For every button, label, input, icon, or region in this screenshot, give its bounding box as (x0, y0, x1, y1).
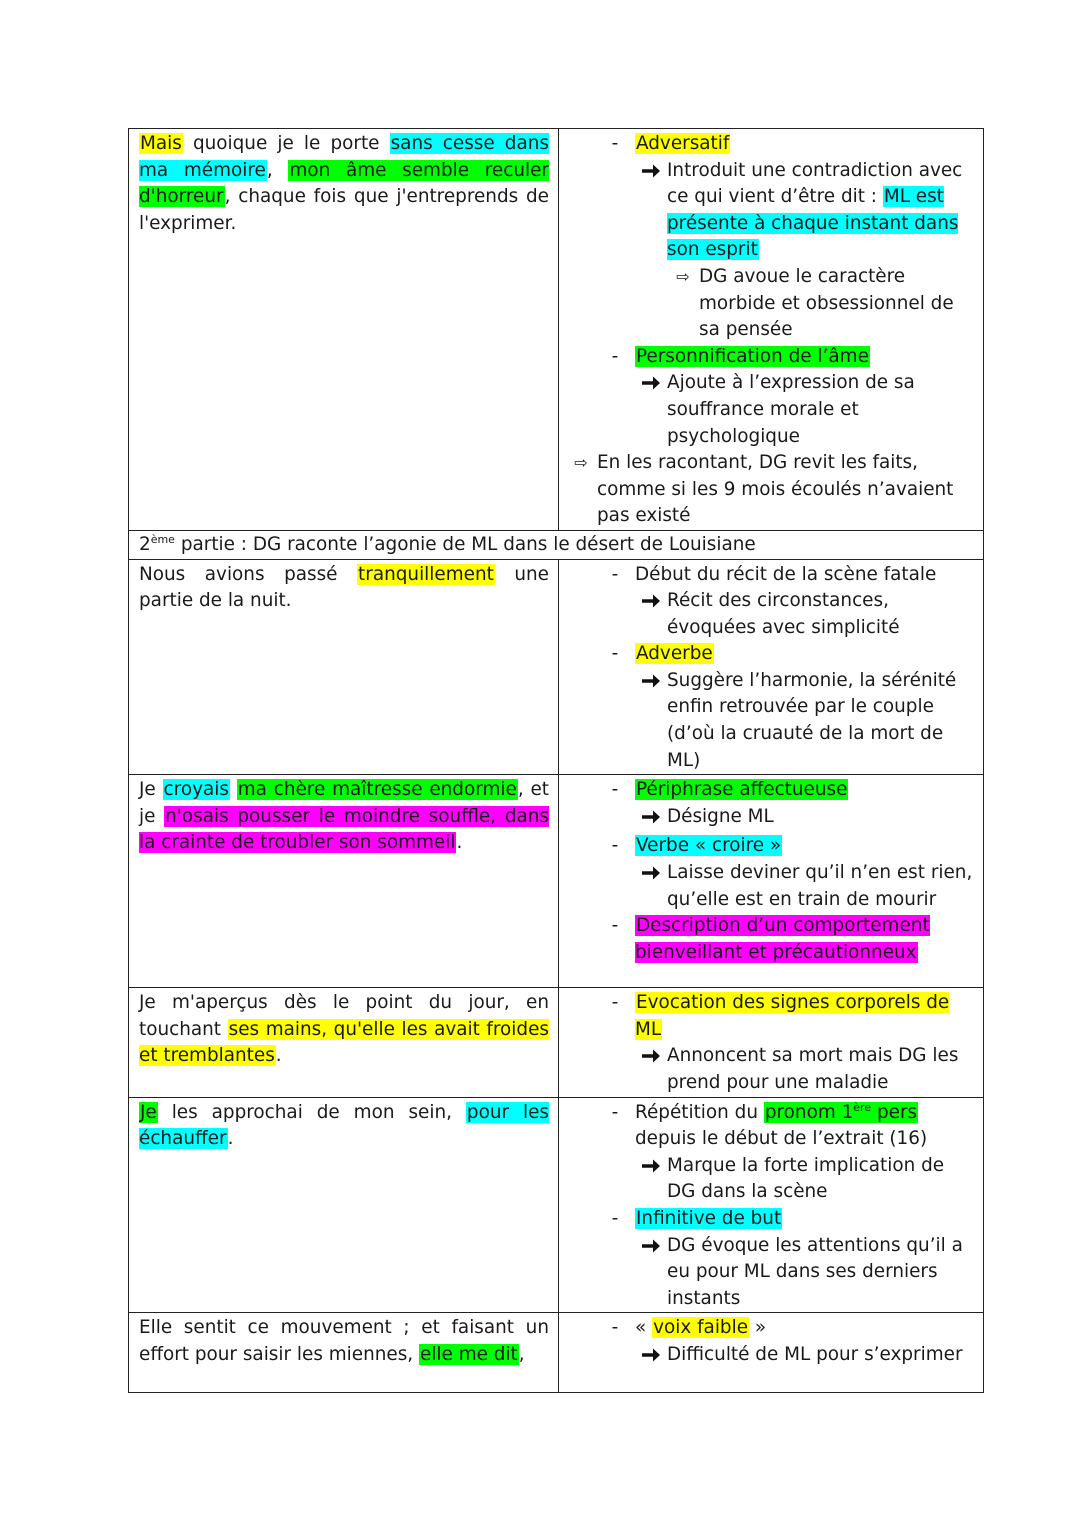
bullet-item (565, 1315, 975, 1342)
text-segment: Laisse deviner qu’il n’en est rien, qu’elle est en train de mourir (667, 862, 973, 910)
highlight-text-after: pers (871, 1101, 918, 1123)
highlight-text: ses mains, qu'elle les avait froides et tremblantes (139, 1018, 549, 1067)
conclusion-item (565, 450, 975, 530)
highlight-yellow (635, 133, 730, 154)
highlight-green (139, 1102, 158, 1123)
arrow-bullet-icon (635, 1043, 667, 1073)
text-segment: Je (139, 779, 163, 801)
highlight-text: tranquillement (358, 563, 494, 585)
highlight-text: ma chère maîtresse endormie (237, 779, 517, 801)
text-segment: une partie de la nuit. (139, 563, 549, 612)
highlight-green (419, 1344, 519, 1365)
highlight-green (635, 346, 870, 367)
quote-cell (129, 988, 559, 1097)
bold-arrow-icon (641, 809, 661, 825)
highlight-text: pronom 1 (764, 1101, 854, 1123)
dash-bullet-icon: - (611, 1208, 619, 1229)
arrow-bullet-icon (635, 804, 667, 834)
text-segment: Difficulté de ML pour s’exprimer (667, 1343, 963, 1365)
text-segment: Suggère l’harmonie, la sérénité enfin retrouvée par le couple (d’où la cruauté de la mort de ML) (667, 669, 957, 771)
table-row (129, 1313, 984, 1393)
bullet-item (565, 1206, 975, 1233)
dash-bullet-icon: - (611, 1317, 619, 1339)
analysis-cell (559, 988, 984, 1097)
quote-cell (129, 775, 559, 988)
highlight-text: Je (140, 1101, 157, 1123)
item-text (667, 1043, 975, 1096)
quote-cell (129, 1097, 559, 1313)
arrow-bullet-icon (635, 668, 667, 698)
text-segment: Récit des circonstances, évoquées avec simplicité (667, 590, 900, 638)
highlight-text: mon âme semble reculer d'horreur (139, 159, 549, 208)
dash-bullet-icon: - (611, 835, 619, 857)
bold-arrow-icon (641, 375, 661, 391)
text-segment: Désigne ML (667, 805, 774, 827)
highlight-text: Périphrase affectueuse (636, 779, 848, 801)
quote-cell (129, 559, 559, 775)
quote-cell (129, 129, 559, 531)
highlight-text: Description d’un comportement bienveillant et précautionneux (635, 915, 930, 963)
bold-arrow-icon (641, 593, 661, 609)
item-text (635, 833, 975, 860)
item-text (635, 641, 975, 668)
arrow-item (565, 1153, 975, 1206)
dash-bullet-icon: - (611, 643, 619, 665)
analysis-cell (559, 1097, 984, 1313)
highlight-text: Personnification de l’âme (636, 345, 869, 367)
text-segment: , (266, 159, 289, 181)
item-text (667, 158, 975, 264)
highlight-text: Mais (140, 133, 182, 154)
arrow-item (565, 1233, 975, 1313)
table-row (129, 1097, 984, 1313)
dash-bullet-icon: - (611, 992, 619, 1014)
arrow-item (565, 804, 975, 834)
bullet-item (565, 562, 975, 589)
section-header-row (129, 530, 984, 559)
highlight-text: sans cesse dans ma mémoire (139, 133, 549, 181)
dash-bullet-icon: - (611, 915, 619, 937)
text-segment: » (749, 1317, 767, 1339)
arrow-item (565, 668, 975, 774)
bold-arrow-icon (641, 1238, 661, 1254)
bold-arrow-icon (641, 1048, 661, 1064)
text-segment: , chaque fois que j'entreprends de l'exprimer. (139, 186, 549, 234)
highlight-green (635, 779, 848, 800)
bullet-item (565, 990, 975, 1043)
dash-bullet-icon: - (611, 345, 619, 367)
dash-bullet-icon: - (611, 1101, 619, 1123)
hollow-arrow-icon: ⇨ (676, 266, 690, 286)
bullet-item (565, 833, 975, 860)
bold-arrow-icon (641, 673, 661, 689)
text-segment (230, 779, 237, 800)
bullet-item (565, 1100, 975, 1153)
item-text (635, 131, 975, 158)
arrow-bullet-icon (635, 860, 667, 890)
text-segment: Elle sentit ce mouvement ; et faisant un effort pour saisir les miennes, (139, 1317, 549, 1365)
arrow-bullet-icon (635, 1233, 667, 1263)
highlight-green (237, 779, 518, 800)
item-text (667, 1153, 975, 1206)
hollow-arrow-icon: ⇨ (574, 453, 588, 473)
arrow-item (565, 370, 975, 450)
arrow-bullet-icon (635, 1153, 667, 1183)
bullet-item (565, 777, 975, 804)
highlight-yellow (635, 992, 949, 1040)
item-text (635, 777, 975, 804)
dash-bullet-icon: - (611, 563, 619, 585)
table-row (129, 988, 984, 1097)
highlight-cyan (635, 835, 782, 856)
text-segment: , (518, 1343, 525, 1365)
arrow-item (565, 158, 975, 264)
highlight-text: n'osais pousser le moindre souffle, dans la crainte de troubler son sommeil (139, 805, 549, 854)
text-segment: « (635, 1317, 653, 1339)
item-text (635, 1315, 975, 1342)
text-segment: Je m'aperçus dès le point du jour, en touchant (139, 992, 549, 1040)
item-text (667, 860, 975, 913)
text-segment: En les racontant, DG revit les faits, comme si les 9 mois écoulés n’avaient pas existé (597, 452, 954, 527)
arrow-item (565, 588, 975, 641)
bold-arrow-icon (641, 1158, 661, 1174)
item-text (635, 562, 975, 589)
arrow-item (565, 1342, 975, 1372)
highlight-text: croyais (163, 779, 229, 801)
bold-arrow-icon (641, 163, 661, 179)
text-segment: DG évoque les attentions qu’il a eu pour ML dans ses derniers instants (667, 1234, 963, 1309)
highlight-cyan (635, 1208, 782, 1229)
item-text (667, 370, 975, 450)
superscript: ère (853, 1100, 872, 1114)
text-segment: quoique je le porte (182, 133, 390, 154)
dash-bullet-icon: - (611, 779, 619, 801)
item-text (667, 668, 975, 774)
item-text (667, 588, 975, 641)
item-text (597, 450, 975, 530)
analysis-table-body (129, 129, 984, 1393)
section-header-ordinal: 2 (139, 533, 151, 555)
text-segment: Marque la forte implication de DG dans la scène (667, 1154, 945, 1203)
text-segment: DG avoue le caractère morbide et obsessionnel de sa pensée (699, 265, 954, 341)
item-text (635, 913, 975, 966)
arrow-bullet-icon (635, 158, 667, 188)
item-text (667, 804, 975, 831)
highlight-text: Evocation des signes corporels de ML (635, 992, 950, 1040)
analysis-cell (559, 1313, 984, 1393)
analysis-cell (559, 775, 984, 988)
highlight-green (764, 1102, 918, 1123)
highlight-yellow (357, 564, 495, 585)
bold-arrow-icon (641, 1347, 661, 1363)
quote-cell (129, 1313, 559, 1393)
highlight-text: elle me dit (420, 1343, 518, 1365)
arrow-bullet-icon (635, 370, 667, 400)
item-text (667, 1233, 975, 1313)
text-segment: les approchai de mon sein, (157, 1101, 466, 1123)
arrow-item (565, 1043, 975, 1096)
bullet-item (565, 641, 975, 668)
analysis-cell (559, 129, 984, 531)
highlight-text: pour les échauffer (139, 1101, 549, 1150)
highlight-text: ML est présente à chaque instant dans son esprit (667, 186, 959, 261)
item-text (635, 1206, 975, 1233)
text-segment: depuis le début de l’extrait (16) (635, 1128, 928, 1150)
analysis-table (128, 128, 984, 1393)
highlight-text: Infinitive de but (636, 1208, 782, 1229)
highlight-text: Adversatif (636, 133, 730, 154)
item-text (635, 990, 975, 1043)
highlight-text: Adverbe (636, 643, 713, 665)
dash-bullet-icon: - (611, 133, 619, 154)
section-header-ordinal-sup: ème (150, 532, 175, 546)
item-text (635, 1100, 975, 1153)
item-text (667, 1342, 975, 1369)
section-header (129, 530, 984, 559)
table-row (129, 559, 984, 775)
text-segment: . (456, 832, 463, 854)
bullet-item (565, 344, 975, 371)
section-header-text: partie : DG raconte l’agonie de ML dans le désert de Louisiane (174, 533, 756, 555)
text-segment: Annoncent sa mort mais DG les prend pour une maladie (667, 1045, 959, 1094)
highlight-cyan (163, 779, 230, 800)
highlight-magenta (635, 915, 930, 963)
arrow-bullet-icon (635, 588, 667, 618)
arrow-bullet-icon (635, 1342, 667, 1372)
text-segment: Début du récit de la scène fatale (635, 563, 937, 585)
text-segment: Répétition du (635, 1101, 764, 1123)
table-row (129, 129, 984, 531)
item-text (699, 264, 975, 344)
bullet-item (565, 913, 975, 966)
text-segment: Ajoute à l’expression de sa souffrance morale et psychologique (667, 372, 915, 447)
text-segment: . (227, 1128, 234, 1150)
sub-arrow-item (565, 264, 975, 344)
arrow-item (565, 860, 975, 913)
analysis-cell (559, 559, 984, 775)
highlight-magenta (139, 806, 549, 854)
highlight-yellow (635, 643, 714, 664)
bold-arrow-icon (641, 865, 661, 881)
bullet-item (565, 131, 975, 158)
table-row (129, 775, 984, 988)
item-text (635, 344, 975, 371)
text-segment: , et je (139, 779, 549, 827)
highlight-text: Verbe « croire » (636, 835, 782, 857)
text-segment: Nous avions passé (139, 563, 358, 585)
highlight-text: voix faible (653, 1317, 749, 1339)
text-segment: Introduit une contradiction avec ce qui vient d’être dit : (667, 159, 963, 208)
highlight-yellow (139, 133, 183, 154)
text-segment: . (275, 1045, 282, 1067)
highlight-yellow (652, 1317, 749, 1338)
